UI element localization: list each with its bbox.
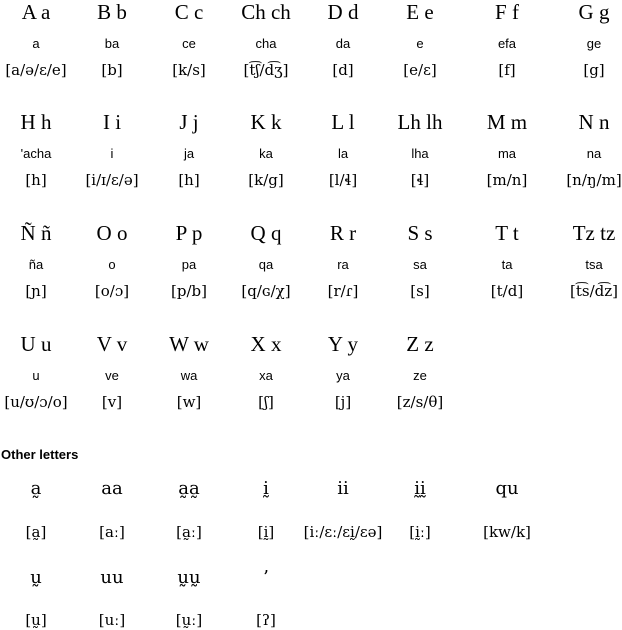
ipa-transcription: [w] — [176, 393, 202, 411]
letter-cell — [303, 0, 383, 80]
ipa-transcription: [t/d] — [490, 282, 524, 300]
letter-cell — [380, 110, 460, 190]
ipa-transcription: [r/ɾ] — [327, 282, 359, 300]
ipa-transcription: [z/s/θ] — [396, 393, 444, 411]
letter-name: qa — [258, 257, 274, 272]
letter-glyph: V v — [96, 332, 128, 356]
letter-glyph: M m — [486, 110, 528, 134]
letter-glyph: P p — [175, 221, 203, 245]
letter-name: ge — [586, 36, 602, 51]
letter-cell — [554, 0, 622, 80]
ipa-transcription: [kw/k] — [483, 523, 531, 541]
letter-glyph: X x — [250, 332, 282, 356]
letter-cell — [0, 221, 76, 301]
ipa-transcription: [q/ɢ/χ] — [241, 282, 291, 300]
letter-glyph: ḭḭ — [414, 478, 426, 499]
letter-glyph: J j — [179, 110, 199, 134]
letter-name: ma — [497, 146, 517, 161]
letter-glyph: Lh lh — [397, 110, 443, 134]
ipa-transcription: [d] — [332, 61, 354, 79]
letter-name: la — [337, 146, 349, 161]
letter-glyph: H h — [20, 110, 52, 134]
ipa-transcription: [u/ʊ/ɔ/o] — [4, 393, 68, 411]
ipa-transcription: [m/n] — [486, 171, 528, 189]
letter-cell — [226, 0, 306, 80]
letter-name: lha — [411, 146, 429, 161]
letter-cell — [303, 110, 383, 190]
letter-cell — [554, 221, 622, 301]
letter-name: u — [32, 368, 40, 383]
letter-name: o — [108, 257, 116, 272]
ipa-transcription: [t͡s/d͡z] — [570, 282, 618, 300]
ipa-transcription: [o/ɔ] — [94, 282, 130, 300]
ipa-transcription: [f] — [498, 61, 516, 79]
ipa-transcription: [ḭ] — [257, 523, 275, 541]
ipa-transcription: [n/ŋ/m] — [566, 171, 622, 189]
letter-glyph: D d — [327, 0, 359, 24]
letter-glyph: T t — [495, 221, 519, 245]
letter-name: na — [586, 146, 602, 161]
letter-name: ya — [336, 368, 350, 383]
letter-glyph: F f — [495, 0, 519, 24]
letter-cell — [72, 0, 152, 80]
letter-cell — [149, 0, 229, 80]
letter-glyph: Q q — [250, 221, 282, 245]
letter-name: ra — [337, 257, 349, 272]
letter-glyph: S s — [407, 221, 433, 245]
letter-cell — [467, 0, 547, 80]
letter-name: ña — [28, 257, 44, 272]
letter-cell — [226, 221, 306, 301]
ipa-transcription: [i/ɪ/ɛ/ə] — [85, 171, 139, 189]
ipa-transcription: [g] — [583, 61, 605, 79]
letter-cell — [226, 110, 306, 190]
ipa-transcription: [k/g] — [248, 171, 284, 189]
letter-name: ba — [104, 36, 120, 51]
letter-name: i — [110, 146, 114, 161]
ipa-transcription: [h] — [178, 171, 200, 189]
ipa-transcription: [b] — [101, 61, 123, 79]
letter-cell — [380, 0, 460, 80]
ipa-transcription: [ɬ] — [410, 171, 430, 189]
letter-glyph: a̰a̰ — [178, 478, 200, 499]
ipa-transcription: [l/ɬ] — [328, 171, 358, 189]
ipa-transcription: [ṵː] — [175, 611, 203, 629]
letter-glyph: I i — [102, 110, 122, 134]
letter-name: e — [416, 36, 424, 51]
letter-glyph: ṵ — [30, 567, 42, 588]
letter-cell — [0, 110, 76, 190]
letter-glyph: ḭ — [263, 478, 269, 499]
letter-name: 'acha — [20, 146, 52, 161]
letter-name: ze — [413, 368, 427, 383]
letter-glyph: N n — [578, 110, 610, 134]
letter-name: ka — [259, 146, 273, 161]
other-letters-heading: Other letters — [1, 447, 79, 462]
ipa-transcription: [uː] — [98, 611, 126, 629]
letter-glyph: C c — [174, 0, 204, 24]
letter-glyph: A a — [21, 0, 51, 24]
letter-name: wa — [180, 368, 198, 383]
letter-cell — [72, 110, 152, 190]
letter-cell — [149, 221, 229, 301]
ipa-transcription: [s] — [410, 282, 430, 300]
letter-name: ta — [501, 257, 513, 272]
ipa-transcription: [a̰] — [25, 523, 47, 541]
ipa-transcription: [ṵ] — [25, 611, 47, 629]
letter-glyph: ṵṵ — [177, 567, 201, 588]
letter-name: ve — [105, 368, 119, 383]
letter-glyph: L l — [331, 110, 355, 134]
letter-cell — [0, 332, 76, 412]
letter-name: sa — [413, 257, 427, 272]
ipa-transcription: [a̰ː] — [176, 523, 202, 541]
letter-cell — [467, 110, 547, 190]
ipa-transcription: [a/ə/ɛ/e] — [5, 61, 67, 79]
letter-name: da — [335, 36, 351, 51]
letter-cell — [554, 110, 622, 190]
ipa-transcription: [aː] — [99, 523, 125, 541]
ipa-transcription: [ʃ] — [258, 393, 274, 411]
letter-glyph: aa — [101, 478, 123, 499]
ipa-transcription: [ʔ] — [256, 611, 276, 629]
ipa-transcription: [j] — [334, 393, 352, 411]
letter-glyph: O o — [96, 221, 128, 245]
letter-cell — [380, 221, 460, 301]
letter-glyph: Ñ ñ — [20, 221, 52, 245]
letter-glyph: uu — [100, 567, 124, 588]
ipa-transcription: [t͡ʃ/d͡ʒ] — [243, 61, 289, 79]
letter-name: ce — [182, 36, 196, 51]
letter-name: efa — [497, 36, 517, 51]
letter-glyph: a̰ — [30, 478, 42, 499]
letter-glyph: Tz tz — [572, 221, 616, 245]
ipa-transcription: [ɲ] — [25, 282, 47, 300]
letter-glyph: qu — [495, 478, 519, 499]
ipa-transcription: [ḭː] — [409, 523, 431, 541]
letter-cell — [380, 332, 460, 412]
letter-cell — [72, 221, 152, 301]
letter-glyph: W w — [169, 332, 209, 356]
letter-name: cha — [255, 36, 277, 51]
letter-cell — [303, 332, 383, 412]
letter-name: xa — [259, 368, 273, 383]
letter-cell — [467, 221, 547, 301]
letter-cell — [149, 110, 229, 190]
letter-glyph: G g — [578, 0, 610, 24]
ipa-transcription: [p/b] — [171, 282, 207, 300]
letter-name: tsa — [585, 257, 603, 272]
letter-name: ja — [183, 146, 195, 161]
letter-glyph: U u — [20, 332, 52, 356]
ipa-transcription: [k/s] — [172, 61, 206, 79]
letter-glyph: Ch ch — [241, 0, 291, 24]
ipa-transcription: [iː/ɛː/ɛḭ/ɛə] — [303, 523, 383, 541]
letter-cell — [303, 221, 383, 301]
letter-glyph: ii — [337, 478, 349, 499]
other-letter-cell — [221, 567, 311, 630]
letter-cell — [149, 332, 229, 412]
letter-cell — [72, 332, 152, 412]
letter-glyph: E e — [406, 0, 434, 24]
letter-glyph: ’ — [263, 567, 269, 588]
letter-glyph: K k — [250, 110, 282, 134]
letter-name: a — [32, 36, 40, 51]
letter-cell — [226, 332, 306, 412]
letter-cell — [0, 0, 76, 80]
ipa-transcription: [v] — [101, 393, 123, 411]
other-letter-cell — [462, 478, 552, 542]
ipa-transcription: [e/ɛ] — [403, 61, 437, 79]
other-letter-cell — [375, 478, 465, 542]
letter-glyph: B b — [97, 0, 127, 24]
letter-name: pa — [181, 257, 197, 272]
letter-glyph: Y y — [327, 332, 359, 356]
letter-glyph: R r — [329, 221, 357, 245]
letter-glyph: Z z — [406, 332, 434, 356]
ipa-transcription: [h] — [25, 171, 47, 189]
